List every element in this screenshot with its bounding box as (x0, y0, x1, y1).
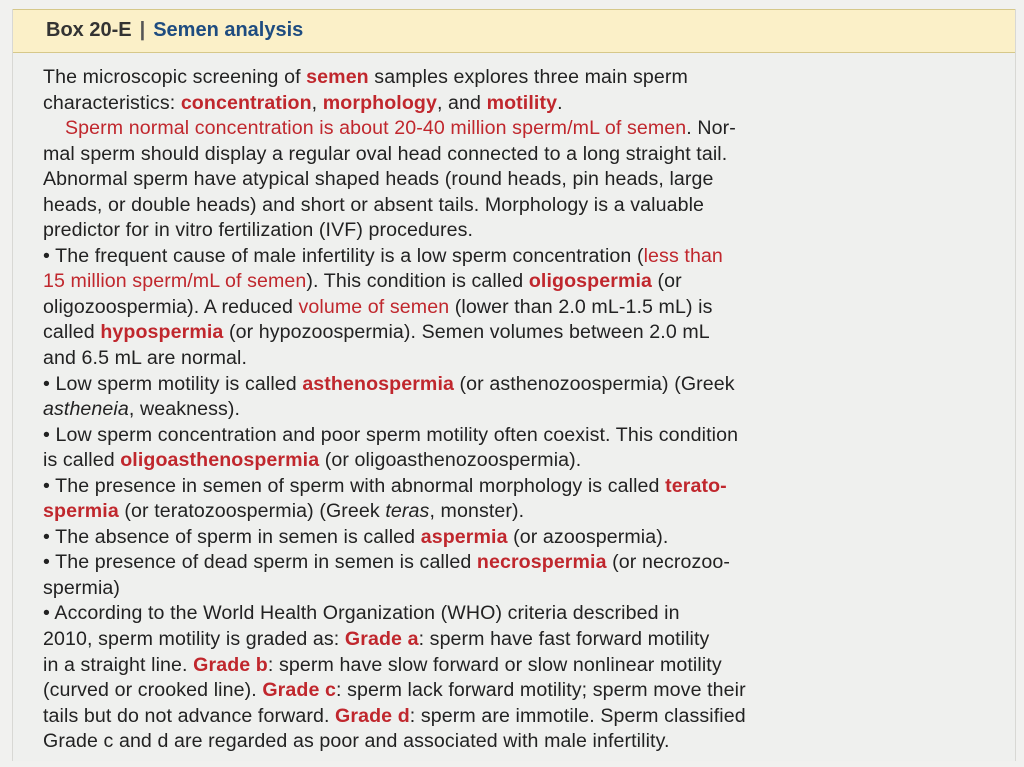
text-line (43, 193, 1008, 219)
text-line (43, 116, 1008, 142)
key-term: Grade a (344, 628, 419, 651)
highlighted-phrase: Sperm normal concentration is about 20-40 million sperm/mL of semen (65, 117, 687, 140)
text-run: • According to the World Health Organization (WHO) criteria described in (43, 602, 680, 625)
text-line (43, 142, 1008, 168)
key-term: motility (486, 91, 558, 114)
text-run: (curved or crooked line). (43, 679, 263, 702)
text-line (43, 423, 1008, 449)
text-line (43, 525, 1008, 551)
text-line (43, 499, 1008, 525)
key-term: Grade d (335, 704, 410, 727)
text-run: characteristics: (43, 91, 181, 114)
text-line (43, 167, 1008, 193)
text-run: (or teratozoospermia) (Greek (118, 500, 386, 523)
text-run: (or oligoasthenozoospermia). (319, 449, 582, 472)
text-run: Grade c and d are regarded as poor and associated with male infertility. (43, 730, 670, 753)
text-line (43, 729, 1008, 755)
key-term: concentration (180, 91, 312, 114)
text-line (43, 704, 1008, 730)
text-run: teras (385, 500, 430, 523)
text-run: : sperm have fast forward motility (418, 628, 710, 651)
highlighted-phrase: 15 million sperm/mL of semen (43, 270, 307, 293)
text-run: , weakness). (128, 398, 241, 421)
text-run: Abnormal sperm have atypical shaped heads (round heads, pin heads, large (43, 168, 714, 191)
highlighted-phrase: volume of semen (298, 295, 450, 318)
text-run: • Low sperm motility is called (43, 372, 303, 395)
text-line (43, 65, 1008, 91)
text-line (43, 372, 1008, 398)
text-run: samples explores three main sperm (368, 66, 688, 88)
text-run: predictor for in vitro fertilization (IVF) procedures. (43, 219, 474, 242)
key-term: oligoasthenospermia (120, 449, 320, 472)
key-term: morphology (322, 91, 437, 114)
text-line (43, 627, 1008, 653)
text-run: astheneia (43, 398, 129, 421)
key-term: Grade c (262, 679, 336, 702)
text-run: tails but do not advance forward. (43, 704, 336, 727)
text-run: , (311, 91, 323, 114)
text-run: • The absence of sperm in semen is called (43, 525, 421, 548)
text-run: : sperm have slow forward or slow nonlinear motility (267, 653, 722, 676)
text-run: mal sperm should display a regular oval head connected to a long straight tail. (43, 142, 728, 165)
text-line (43, 397, 1008, 423)
key-term: hypospermia (100, 321, 224, 344)
text-run: called (43, 321, 101, 344)
key-term: oligospermia (528, 270, 653, 293)
box-header (13, 9, 1015, 53)
text-line (43, 601, 1008, 627)
box-label: Box 20-E (46, 19, 132, 41)
text-line (43, 218, 1008, 244)
text-run: in a straight line. (43, 653, 194, 676)
text-run: . (557, 91, 563, 114)
text-line (43, 346, 1008, 372)
semen-analysis-box (12, 9, 1016, 761)
text-run: (or necrozoo- (606, 551, 730, 574)
text-run: oligozoospermia). A reduced (43, 295, 299, 318)
text-line (43, 91, 1008, 117)
text-run: • The presence of dead sperm in semen is called (43, 551, 477, 574)
text-line (43, 448, 1008, 474)
text-run: spermia) (43, 576, 121, 599)
text-line (43, 576, 1008, 602)
key-term: spermia (43, 500, 119, 523)
text-run: heads, or double heads) and short or absent tails. Morphology is a valuable (43, 193, 705, 216)
text-run: 2010, sperm motility is graded as: (43, 628, 345, 651)
text-run: (or (652, 270, 682, 293)
text-line (43, 550, 1008, 576)
text-run: , monster). (429, 500, 525, 523)
text-run: • The frequent cause of male infertility is a low sperm concentration ( (43, 244, 644, 267)
text-run: , and (436, 91, 487, 114)
text-run: The microscopic screening of (43, 66, 307, 88)
text-run: (or asthenozoospermia) (Greek (454, 372, 735, 395)
text-line (43, 295, 1008, 321)
text-run: . Nor- (686, 117, 736, 140)
key-term: necrospermia (476, 551, 607, 574)
key-term: terato- (665, 474, 727, 497)
text-run: (or hypozoospermia). Semen volumes between 2.0 mL (223, 321, 710, 344)
text-run: is called (43, 449, 121, 472)
text-run: • Low sperm concentration and poor sperm motility often coexist. This condition (43, 423, 739, 446)
header-separator: | (139, 19, 146, 41)
key-term: semen (306, 66, 369, 88)
text-line (43, 653, 1008, 679)
key-term: asthenospermia (302, 372, 454, 395)
text-run: (lower than 2.0 mL-1.5 mL) is (449, 295, 713, 318)
text-run: ). This condition is called (306, 270, 529, 293)
text-line (43, 678, 1008, 704)
key-term: Grade b (193, 653, 268, 676)
text-line (43, 320, 1008, 346)
highlighted-phrase: less than (643, 244, 723, 267)
text-run: (or azoospermia). (507, 525, 669, 548)
text-line (43, 244, 1008, 270)
text-line (43, 269, 1008, 295)
box-title: Semen analysis (153, 19, 304, 41)
text-run: : sperm are immotile. Sperm classified (409, 704, 746, 727)
text-run: • The presence in semen of sperm with abnormal morphology is called (43, 474, 666, 497)
text-run: : sperm lack forward motility; sperm move their (335, 679, 746, 702)
text-line (43, 474, 1008, 500)
box-heading (46, 19, 303, 42)
key-term: aspermia (420, 525, 508, 548)
text-run: and 6.5 mL are normal. (43, 347, 248, 370)
box-body (43, 65, 1008, 755)
